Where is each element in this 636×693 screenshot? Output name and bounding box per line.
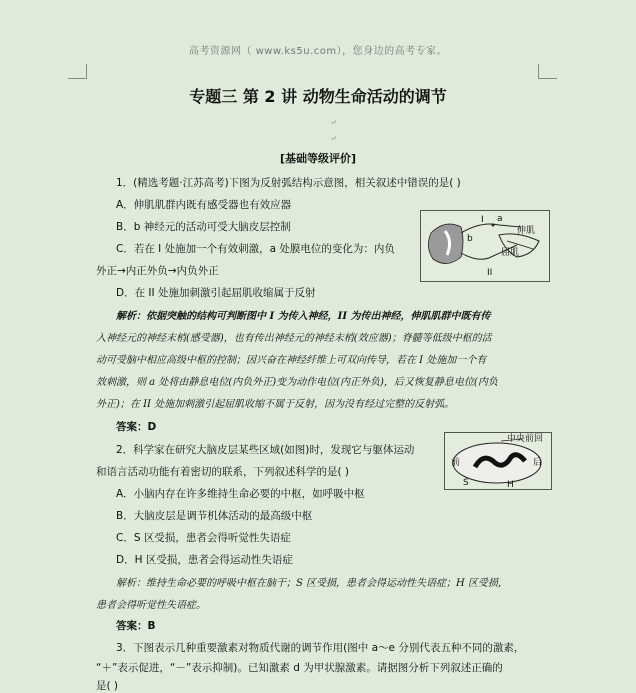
reflex-arc-diagram: [421, 211, 549, 281]
label-S: S: [463, 478, 469, 488]
q2-stem-2: 和语言活动功能有着密切的联系，下列叙述科学的是( ): [96, 466, 350, 478]
label-a: a: [497, 214, 503, 224]
q2-explanation-1: 解析：维持生命必要的呼吸中枢在脑干；S 区受损，患者会得运动性失语症；H 区受损，: [116, 578, 508, 589]
q1-option-c-cont: 外正→内正外负→内负外正: [96, 265, 219, 277]
page-header: 高考资源网（ www.ks5u.com），您身边的高考专家。: [188, 46, 448, 57]
q2-option-a: A．小脑内存在许多维持生命必要的中枢，如呼吸中枢: [116, 488, 365, 500]
page-title: 专题三 第 2 讲 动物生命活动的调节: [189, 87, 447, 106]
q2-answer: 答案：B: [116, 620, 156, 632]
q1-option-a: A．伸肌肌群内既有感受器也有效应器: [116, 199, 292, 211]
q3-stem-2: “＋”表示促进，“－”表示抑制)。已知激素 d 为甲状腺激素。请据图分析下列叙述正确的: [96, 662, 503, 674]
margin-corner-left: [68, 64, 87, 79]
label-extensor: 伸肌: [517, 226, 536, 236]
q1-stem: 1．(精选考题·江苏高考)下图为反射弧结构示意图，相关叙述中错误的是( ): [116, 177, 461, 189]
q1-explanation-4: 效刺激，则 a 处将由静息电位(内负外正)变为动作电位(内正外负)，后又恢复静息电位(内负: [96, 377, 498, 388]
label-flexor: 屈肌: [501, 248, 520, 258]
q1-explanation-1: 解析：依据突触的结构可判断图中 I 为传入神经，II 为传出神经，伸肌肌群中既有传: [116, 311, 491, 322]
label-II: II: [487, 268, 493, 278]
q1-explanation-3: 动可受脑中相应高级中枢的控制；因兴奋在神经纤维上可双向传导，若在 I 处施加一个有: [96, 355, 487, 366]
section-heading: [基础等级评价]: [279, 152, 357, 165]
label-H: H: [507, 480, 514, 489]
q3-stem-3: 是( ): [96, 680, 119, 692]
label-front: 前: [451, 458, 461, 468]
q1-option-b: B．b 神经元的活动可受大脑皮层控制: [116, 221, 291, 233]
q2-option-c: C．S 区受损，患者会得听觉性失语症: [116, 532, 291, 544]
q1-option-d: D．在 II 处施加刺激引起屈肌收缩属于反射: [116, 287, 316, 299]
brain-diagram: [445, 433, 551, 489]
reflex-arc-figure: [420, 210, 550, 282]
q1-explanation-2: 入神经元的神经末梢(感受器)，也有传出神经元的神经末梢(效应器)；脊髓等低级中枢的活: [96, 333, 492, 344]
q1-answer: 答案：D: [116, 421, 157, 433]
label-central-gyrus: 中央前回: [507, 434, 544, 444]
point-a: [492, 224, 495, 227]
label-I: I: [481, 215, 484, 225]
q1-explanation-5: 外正)；在 II 处施加刺激引起屈肌收缩不属于反射，因为没有经过完整的反射弧。: [96, 399, 455, 410]
paragraph-mark: ↵: [330, 118, 337, 127]
afferent-nerve: [461, 224, 521, 233]
label-b: b: [467, 234, 473, 244]
paragraph-mark: ↵: [330, 134, 337, 143]
q2-stem-1: 2．科学家在研究大脑皮层某些区域(如图)时，发现它与躯体运动: [116, 444, 415, 456]
q2-option-d: D．H 区受损，患者会得运动性失语症: [116, 554, 293, 566]
margin-corner-right: [538, 64, 557, 79]
spinal-cord-shape: [428, 224, 463, 263]
q2-option-b: B．大脑皮层是调节机体活动的最高级中枢: [116, 510, 313, 522]
q3-stem-1: 3．下图表示几种重要激素对物质代谢的调节作用(图中 a～e 分别代表五种不同的激素，: [116, 642, 525, 654]
brain-cortex-figure: [444, 432, 552, 490]
q2-explanation-2: 患者会得听觉性失语症。: [96, 600, 206, 611]
label-back: 后: [533, 458, 543, 468]
q1-option-c: C．若在 I 处施加一个有效刺激，a 处膜电位的变化为：内负: [116, 243, 395, 255]
